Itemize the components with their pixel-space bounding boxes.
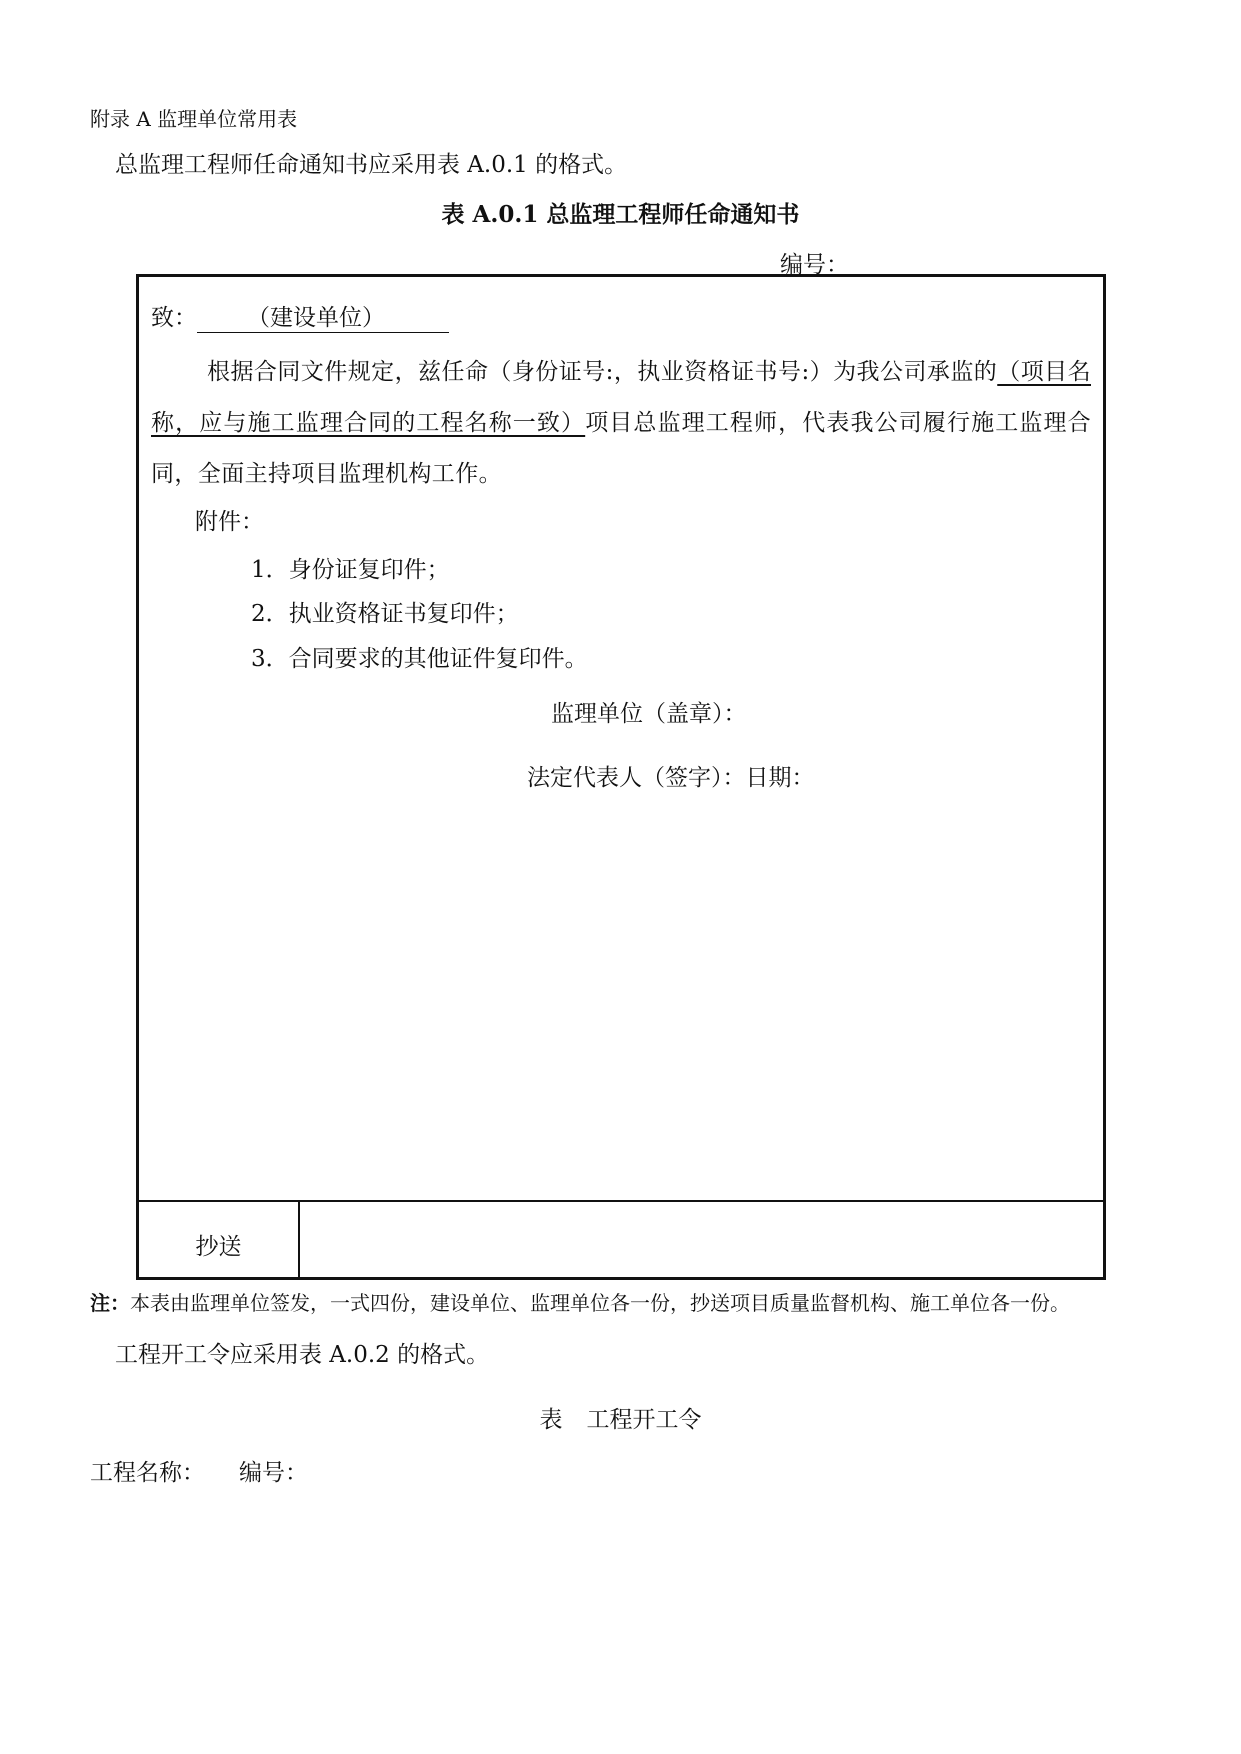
intro-text: 总监理工程师任命通知书应采用表 A.0.1 的格式。 xyxy=(115,152,628,178)
appointment-notice-form xyxy=(136,274,1106,1280)
appendix-title: 附录 A 监理单位常用表 xyxy=(90,107,298,131)
paragraph-text-2: 项目总监理工程师，代表我公司履行施工监理合同，全面主持项目监理机构工作。 xyxy=(151,410,1092,487)
note-prefix: 注： xyxy=(90,1291,130,1315)
table-title: 表 A.0.1 总监理工程师任命通知书 xyxy=(441,201,800,228)
appointment-paragraph xyxy=(151,347,1091,500)
section2-title-prefix: 表 xyxy=(539,1407,563,1433)
legal-representative-signature-label: 法定代表人（签字）：日期： xyxy=(527,765,815,791)
serial-number-label: 编号： xyxy=(780,252,849,278)
cc-field[interactable] xyxy=(300,1202,1103,1277)
form-body-cell xyxy=(139,277,1103,1202)
paragraph-text-1: 根据合同文件规定，兹任命（身份证号:，执业资格证书号:）为我公司承监的 xyxy=(207,359,998,385)
section2-title-text: 工程开工令 xyxy=(586,1407,702,1433)
attachments-label: 附件： xyxy=(195,509,264,535)
section2-serial-label: 编号： xyxy=(239,1460,308,1486)
note-text: 本表由监理单位签发，一式四份，建设单位、监理单位各一份，抄送项目质量监督机构、施工单位各一份。 xyxy=(130,1291,1070,1315)
project-name-field[interactable]: （项目名称，应与施工监理合同的工程名称一致） xyxy=(151,359,1091,436)
supervision-unit-seal-label: 监理单位（盖章）： xyxy=(551,701,747,727)
section2-title xyxy=(0,1401,1241,1434)
form-note xyxy=(90,1287,1070,1316)
section2-fields xyxy=(90,1454,308,1487)
attachment-item: 3．合同要求的其他证件复印件。 xyxy=(251,646,588,672)
addressee-line xyxy=(151,299,449,333)
cc-row xyxy=(139,1202,1103,1277)
project-name-label: 工程名称： xyxy=(90,1460,205,1486)
addressee-field[interactable]: （建设单位） xyxy=(197,299,449,333)
cc-label: 抄送 xyxy=(139,1202,300,1277)
section2-intro-text: 工程开工令应采用表 A.0.2 的格式。 xyxy=(115,1342,490,1368)
attachment-item: 2．执业资格证书复印件； xyxy=(251,601,519,627)
attachment-item: 1．身份证复印件； xyxy=(251,557,450,583)
addressee-label: 致： xyxy=(151,305,197,331)
